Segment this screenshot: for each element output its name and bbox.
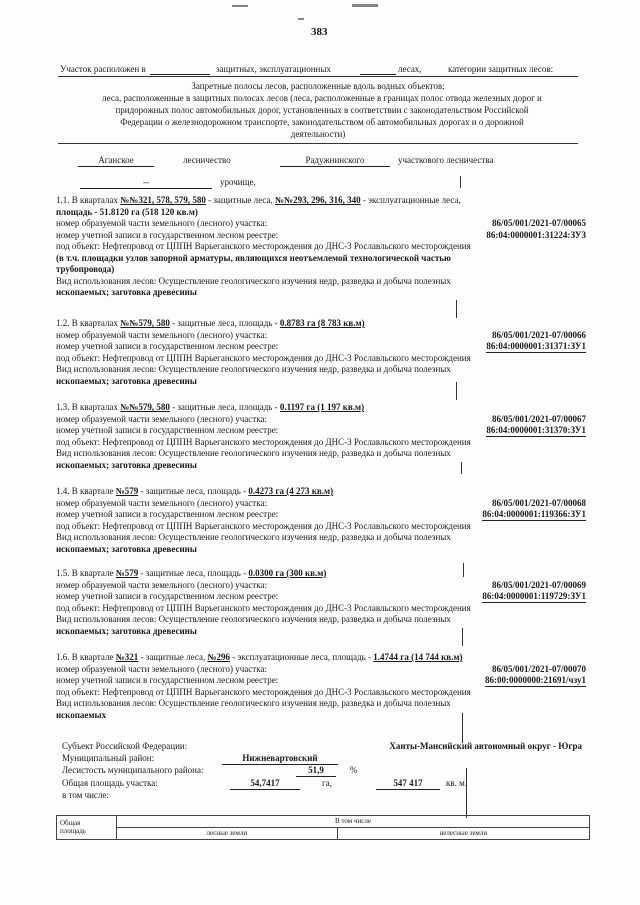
area-line: площадь - 51.8120 га (518 120 кв.м) xyxy=(56,206,198,217)
sqm-unit: кв. м. xyxy=(446,778,468,788)
district-label: участкового лесничества xyxy=(398,155,494,165)
registry-row: номер учетной записи в государственном лесном реестре: 86:04:0000001:31224:ЗУ3 xyxy=(56,230,586,242)
number-value: 86/05/001/2021-07/00066 xyxy=(492,329,586,340)
number-value: 86/05/001/2021-07/00067 xyxy=(492,413,586,424)
intro-category-1: Запретные полосы лесов, расположенные вдоль водных объектов; xyxy=(191,81,445,91)
number-value: 86/05/001/2021-07/00069 xyxy=(492,579,586,590)
section-heading: 1.3. В кварталах №№579, 580 - защитные леса, площадь - 0.1197 га (1 197 кв.м) xyxy=(56,402,365,412)
section-1-3 xyxy=(56,402,586,471)
forestry-name: Аганское xyxy=(78,155,154,167)
area-breakdown-table xyxy=(56,815,590,840)
section-1-5 xyxy=(56,568,586,637)
number-row: номер образуемой части земельного (лесного) участка: 86/05/001/2021-07/00066 xyxy=(56,329,586,340)
district-name: Радужнинского xyxy=(280,155,390,167)
intro-rule-2 xyxy=(58,143,578,144)
section-heading: 1.4. В квартале №579 - защитные леса, площадь - 0.4273 га (4 273 кв.м) xyxy=(56,486,334,496)
registry-row: номер учетной записи в государственном лесном реестре: 86:04:0000001:31370:ЗУ1 xyxy=(56,425,586,437)
municipal-label: Муниципальный район: xyxy=(62,753,155,763)
quarter-numbers: №№321, 578, 579, 580 xyxy=(120,195,206,205)
intro-category-4: Федерации о железнодорожном транспорте, законодательством об автомобильных дорогах и о дорожной xyxy=(120,117,524,127)
quarter-numbers: №№579, 580 xyxy=(120,402,170,412)
number-row: номер образуемой части земельного (лесного) участка: 86/05/001/2021-07/00070 xyxy=(56,663,586,674)
forestry-label: лесничество xyxy=(183,155,231,165)
registry-value: 86:04:0000001:31224:ЗУ3 xyxy=(486,230,586,242)
intro-category-3: придорожных полос автомобильных дорог, установленных в соответствии с законодательством Российской xyxy=(115,105,529,115)
including-label: в том числе: xyxy=(62,790,109,800)
tract-value: -- xyxy=(80,177,212,189)
ha-unit: га, xyxy=(322,778,332,788)
object-line: под объект: Нефтепровод от ЦППН Варьеганского месторождения до ДНС-3 Рославльского месторождения xyxy=(56,520,471,531)
forest-cover-value: 51,9 xyxy=(296,765,336,777)
area-value: 1.4744 га (14 744 кв.м) xyxy=(373,652,463,662)
use-line: ископаемых; заготовка древесины xyxy=(56,625,197,636)
object-line: под объект: Нефтепровод от ЦППН Варьеганского месторождения до ДНС-3 Рославльского месторождения xyxy=(56,352,471,363)
quarter-numbers-extra: №296 xyxy=(207,652,230,662)
table-subheader-row xyxy=(57,827,590,839)
number-row: номер образуемой части земельного (лесного) участка: 86/05/001/2021-07/00068 xyxy=(56,497,586,508)
object-line: под объект: Нефтепровод от ЦППН Варьеганского месторождения до ДНС-3 Рославльского месторождения xyxy=(56,602,471,613)
scan-speckle xyxy=(298,18,304,20)
percent-sign: % xyxy=(350,765,358,775)
intro-category-5: деятельности) xyxy=(290,129,346,139)
total-area-ha: 54,7417 xyxy=(230,778,300,790)
quarter-numbers: №579 xyxy=(115,486,139,496)
quarter-numbers: №579 xyxy=(115,568,139,578)
section-1-6 xyxy=(56,652,586,721)
intro-forests: лесах, xyxy=(398,64,422,74)
use-line: ископаемых; заготовка древесины xyxy=(56,543,197,554)
registry-row: номер учетной записи в государственном лесном реестре: 86:00:0000000:21691/чзу1 xyxy=(56,675,586,687)
section-1-4 xyxy=(56,486,586,555)
use-line: ископаемых; заготовка древесины xyxy=(56,459,197,470)
registry-value: 86:04:0000001:31370:ЗУ1 xyxy=(486,425,586,437)
subject-value: Ханты-Мансийский автономный округ - Югра xyxy=(389,741,582,751)
section-heading: 1.6. В квартале №321 - защитные леса, №296 - эксплуатационные леса, площадь - 1.4744 га (14 744 кв.м) xyxy=(56,652,463,662)
number-row: номер образуемой части земельного (лесного) участка: 86/05/001/2021-07/00067 xyxy=(56,413,586,424)
registry-value: 86:00:0000000:21691/чзу1 xyxy=(485,675,586,687)
table-header-row xyxy=(57,816,590,828)
object-line: под объект: Нефтепровод от ЦППН Варьеганского месторождения до ДНС-3 Рославльского месторождения xyxy=(56,686,471,697)
col-nonforest-land: нелесные земли xyxy=(337,827,589,839)
area-value: 0.4273 га (4 273 кв.м) xyxy=(248,486,334,496)
intro-category-label: категории защитных лесов: xyxy=(448,64,554,74)
quarter-numbers: №321 xyxy=(115,652,139,662)
number-row: номер образуемой части земельного (лесного) участка: 86/05/001/2021-07/00065 xyxy=(56,218,586,228)
registry-value: 86:04:0000001:119729:ЗУ1 xyxy=(482,591,586,603)
col-forest-land: лесные земли xyxy=(117,827,338,839)
use-line: ископаемых; заготовка древесины xyxy=(56,375,197,386)
number-value: 86/05/001/2021-07/00070 xyxy=(492,663,586,674)
page-number: 383 xyxy=(311,26,328,38)
object-line: под объект: Нефтепровод от ЦППН Варьеганского месторождения до ДНС-3 Рославльского месторождения xyxy=(56,241,471,251)
registry-value: 86:04:0000001:31371:ЗУ1 xyxy=(486,341,586,353)
forest-cover-label: Лесистость муниципального района: xyxy=(62,765,204,775)
scan-mark xyxy=(460,176,461,188)
use-line: Вид использования лесов: Осуществление геологического изучения недр, разведка и добыча полезных xyxy=(56,532,451,542)
section-1-2 xyxy=(56,318,586,387)
area-value: 0.0300 га (300 кв.м) xyxy=(248,568,327,578)
use-line: Вид использования лесов: Осуществление геологического изучения недр, разведка и добыча полезных xyxy=(56,614,451,624)
use-line: ископаемых xyxy=(56,709,107,720)
use-line: Вид использования лесов: Осуществление геологического изучения недр, разведка и добыча полезных xyxy=(56,698,451,708)
quarter-numbers-extra: №№293, 296, 316, 340 xyxy=(275,195,361,205)
registry-row: номер учетной записи в государственном лесном реестре: 86:04:0000001:119729:ЗУ1 xyxy=(56,591,586,603)
use-line: Вид использования лесов: Осуществление геологического изучения недр, разведка и добыча полезных xyxy=(56,364,451,374)
section-heading: 1.5. В квартале №579 - защитные леса, площадь - 0.0300 га (300 кв.м) xyxy=(56,568,327,578)
registry-row: номер учетной записи в государственном лесном реестре: 86:04:0000001:119366:ЗУ1 xyxy=(56,509,586,521)
use-line: Вид использования лесов: Осуществление геологического изучения недр, разведка и добыча полезных xyxy=(56,448,451,458)
subject-label: Субъект Российской Федерации: xyxy=(62,741,188,751)
total-area-label: Общая площадь участка: xyxy=(62,778,158,788)
use-line: ископаемых; заготовка древесины xyxy=(56,287,197,297)
use-line: Вид использования лесов: Осуществление геологического изучения недр, разведка и добыча полезных xyxy=(56,275,451,286)
tract-label: урочище, xyxy=(220,177,256,187)
intro-located-label: Участок расположен в xyxy=(60,64,146,74)
scan-speckle xyxy=(232,5,248,7)
scan-speckle xyxy=(352,4,378,7)
scan-mark xyxy=(466,768,467,818)
intro-category-2: леса, расположенные в защитных полосах лесов (леса, расположенные в границах полос отвода железных дорог и xyxy=(102,93,542,103)
number-value: 86/05/001/2021-07/00065 xyxy=(492,218,586,228)
area-value: 0.1197 га (1 197 кв.м) xyxy=(279,402,365,412)
object-line: под объект: Нефтепровод от ЦППН Варьеганского месторождения до ДНС-3 Рославльского месторождения xyxy=(56,436,471,447)
registry-value: 86:04:0000001:119366:ЗУ1 xyxy=(482,509,586,521)
intro-blank-2 xyxy=(360,74,396,75)
col-total: Общая площадь xyxy=(57,816,117,840)
number-row: номер образуемой части земельного (лесного) участка: 86/05/001/2021-07/00069 xyxy=(56,579,586,590)
object-line: (в т.ч. площадки узлов запорной арматуры, являющихся неотъемлемой технологической частью xyxy=(56,252,451,263)
registry-row: номер учетной записи в государственном лесном реестре: 86:04:0000001:31371:ЗУ1 xyxy=(56,341,586,353)
section-1-1 xyxy=(56,195,586,299)
intro-rule xyxy=(58,76,578,77)
intro-blank xyxy=(150,74,210,75)
section-heading: 1.2. В кварталах №№579, 580 - защитные леса, площадь - 0.8783 га (8 783 кв.м) xyxy=(56,318,365,328)
col-including: В том числе xyxy=(117,816,590,828)
number-value: 86/05/001/2021-07/00068 xyxy=(492,497,586,508)
area-value: 0.8783 га (8 783 кв.м) xyxy=(279,318,365,328)
scan-mark xyxy=(456,300,457,318)
total-area-sqm: 547 417 xyxy=(376,778,440,790)
quarter-numbers: №№579, 580 xyxy=(120,318,170,328)
object-line: трубопровода) xyxy=(56,264,115,274)
municipal-value: Нижневартовский xyxy=(222,753,338,765)
intro-protective: защитных, эксплуатационных xyxy=(216,64,331,74)
section-heading: 1.1. В кварталах №№321, 578, 579, 580 - защитные леса, №№293, 296, 316, 340 - эксплуатационные леса, xyxy=(56,195,461,205)
